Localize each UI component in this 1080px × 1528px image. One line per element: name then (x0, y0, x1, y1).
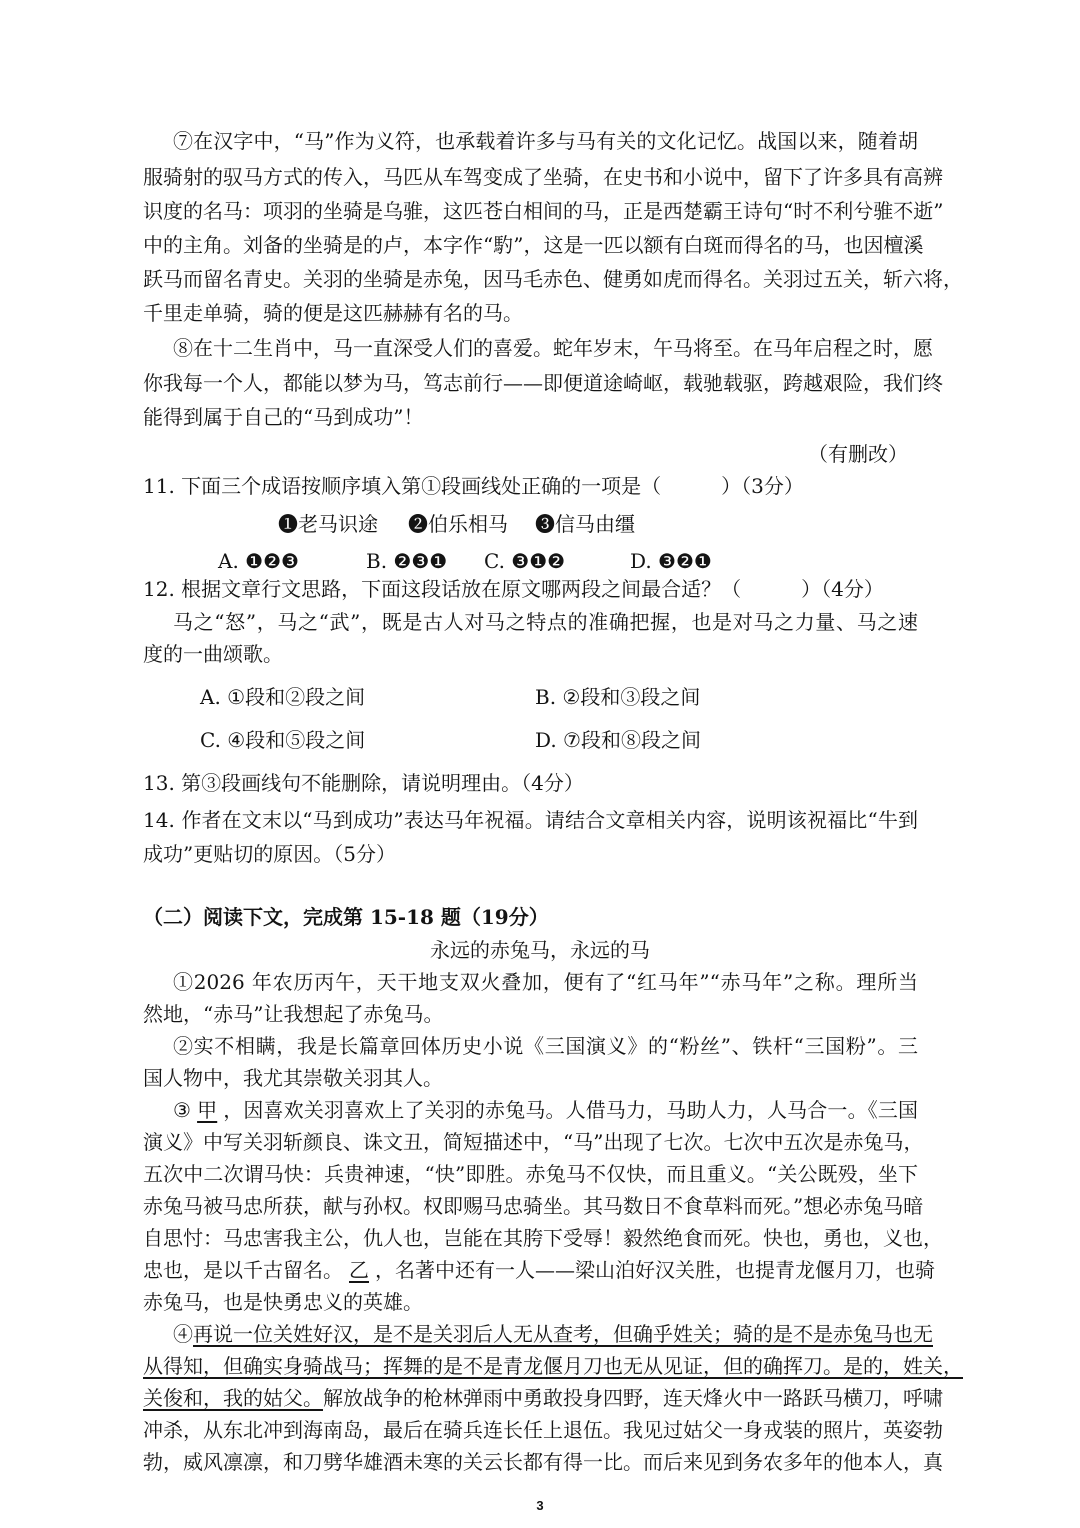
s2-para2-line: ②实不相瞒，我是长篇章回体历史小说《三国演义》的“粉丝”、铁杆“三国粉”。三 (173, 1034, 918, 1058)
q12-quote: 度的一曲颂歌。 (143, 642, 283, 666)
q11-option-b: B. ❷❸❶ (366, 549, 448, 573)
q12-option-b: B. ②段和③段之间 (535, 685, 701, 709)
s2-para4-line: 勃，威风凛凛，和刀劈华雄酒未寒的关云长都有得一比。而后来见到务农多年的他本人，真 (143, 1450, 943, 1474)
para8-line: ⑧在十二生肖中，马一直深受人们的喜爱。蛇年岁末，午马将至。在马年启程之时，愿 (173, 336, 933, 360)
q12-option-d: D. ⑦段和⑧段之间 (535, 728, 701, 752)
para7-line: 服骑射的驭马方式的传入，马匹从车驾变成了坐骑，在史书和小说中，留下了许多具有高辨 (143, 165, 943, 189)
para7-line: ⑦在汉字中，“马”作为义符，也承载着许多与马有关的文化记忆。战国以来，随着胡 (173, 129, 918, 153)
s2-para1-line: 然地，“赤马”让我想起了赤兔马。 (143, 1002, 444, 1026)
para3-text: ，名著中还有一人——梁山泊好汉关胜，也提青龙偃月刀，也骑 (375, 1258, 935, 1282)
blank-yi: 乙 (349, 1258, 369, 1282)
s2-para3-line: 赤兔马被马忠所获，献与孙权。权即赐马忠骑坐。其马数日不食草料而死。”想必赤兔马暗 (143, 1194, 924, 1218)
para4-text: 解放战争的枪林弹雨中勇敢投身四野，连天烽火中一路跃马横刀，呼啸 (323, 1386, 943, 1410)
article-title: 永远的赤兔马，永远的马 (430, 938, 650, 962)
q11-option-c: C. ❸❶❷ (484, 549, 566, 573)
blank-jia: 甲 (197, 1098, 218, 1122)
s2-para3-line1 (173, 1096, 918, 1124)
page-number: 3 (536, 1498, 544, 1513)
s2-para3-line6 (143, 1256, 935, 1284)
s2-para4-line: 冲杀，从东北冲到海南岛，最后在骑兵连长任上退伍。我见过姑父一身戎装的照片，英姿勃 (143, 1418, 943, 1442)
q11-option-a: A. ❶❷❸ (218, 549, 299, 573)
para3-num: ③ (173, 1098, 192, 1122)
q12-option-a: A. ①段和②段之间 (200, 685, 366, 709)
s2-para4-line3 (143, 1384, 943, 1412)
para8-line: 能得到属于自己的“马到成功”！ (143, 405, 424, 429)
para3-text: 忠也，是以千古留名。 (143, 1258, 343, 1282)
q11-idiom: ❷伯乐相马 (408, 512, 508, 536)
section2-heading: （二）阅读下文，完成第 15-18 题（19分） (143, 905, 549, 929)
q11-stem: 11. 下面三个成语按顺序填入第①段画线处正确的一项是（ ）（3分） (143, 474, 804, 498)
s2-para3-line: 五次中二次谓马快：兵贵神速，“快”即胜。赤兔马不仅快，而且重义。“关公既殁，坐下 (143, 1162, 918, 1186)
s2-para4-line2 (143, 1352, 963, 1380)
underlined-sentence: 再说一位关姓好汉，是不是关羽后人无从查考，但确乎姓关；骑的是不是赤兔马也无 (193, 1322, 933, 1346)
s2-para4-line1 (173, 1320, 933, 1348)
q12-quote: 马之“怒”，马之“武”，既是古人对马之特点的准确把握，也是对马之力量、马之速 (173, 610, 918, 634)
s2-para1-line: ①2026 年农历丙午，天干地支双火叠加，便有了“红马年”“赤马年”之称。理所当 (173, 970, 918, 994)
para7-line: 中的主角。刘备的坐骑是的卢，本字作“馰”，这是一匹以额有白斑而得名的马，也因檀溪 (143, 233, 924, 257)
underlined-sentence: 关俊和，我的姑父。 (143, 1386, 323, 1410)
para7-line: 跃马而留名青史。关羽的坐骑是赤兔，因马毛赤色、健勇如虎而得名。关羽过五关，斩六将， (143, 267, 963, 291)
q12-option-c: C. ④段和⑤段之间 (200, 728, 366, 752)
source-note: （有删改） (808, 442, 908, 466)
q11-idiom: ❸信马由缰 (535, 512, 635, 536)
q14-stem: 14. 作者在文末以“马到成功”表达马年祝福。请结合文章相关内容，说明该祝福比“牛到 (143, 808, 918, 832)
s2-para3-line: 演义》中写关羽斩颜良、诛文丑，简短描述中，“马”出现了七次。七次中五次是赤兔马， (143, 1130, 924, 1154)
q14-stem: 成功”更贴切的原因。（5分） (143, 842, 396, 866)
q11-idiom: ❶老马识途 (278, 512, 378, 536)
q13-stem: 13. 第③段画线句不能删除，请说明理由。（4分） (143, 771, 584, 795)
para8-line: 你我每一个人，都能以梦为马，笃志前行——即便道途崎岖，载驰载驱，跨越艰险，我们终 (143, 371, 943, 395)
s2-para3-line: 赤兔马，也是快勇忠义的英雄。 (143, 1290, 423, 1314)
s2-para3-line: 自思忖：马忠害我主公，仇人也，岂能在其胯下受辱！毅然绝食而死。快也，勇也，义也， (143, 1226, 943, 1250)
para4-num: ④ (173, 1322, 193, 1346)
para3-text: ，因喜欢关羽喜欢上了关羽的赤兔马。人借马力，马助人力，人马合一。《三国 (223, 1098, 918, 1122)
q11-option-d: D. ❸❷❶ (630, 549, 712, 573)
para7-line: 识度的名马：项羽的坐骑是乌骓，这匹苍白相间的马，正是西楚霸王诗句“时不利兮骓不逝” (143, 199, 944, 223)
s2-para2-line: 国人物中，我尤其崇敬关羽其人。 (143, 1066, 443, 1090)
para7-line: 千里走单骑，骑的便是这匹赫赫有名的马。 (143, 301, 523, 325)
q12-stem: 12. 根据文章行文思路，下面这段话放在原文哪两段之间最合适？（ ）（4分） (143, 577, 884, 601)
underlined-sentence: 从得知，但确实身骑战马；挥舞的是不是青龙偃月刀也无从见证，但的确挥刀。是的，姓关， (143, 1354, 963, 1378)
